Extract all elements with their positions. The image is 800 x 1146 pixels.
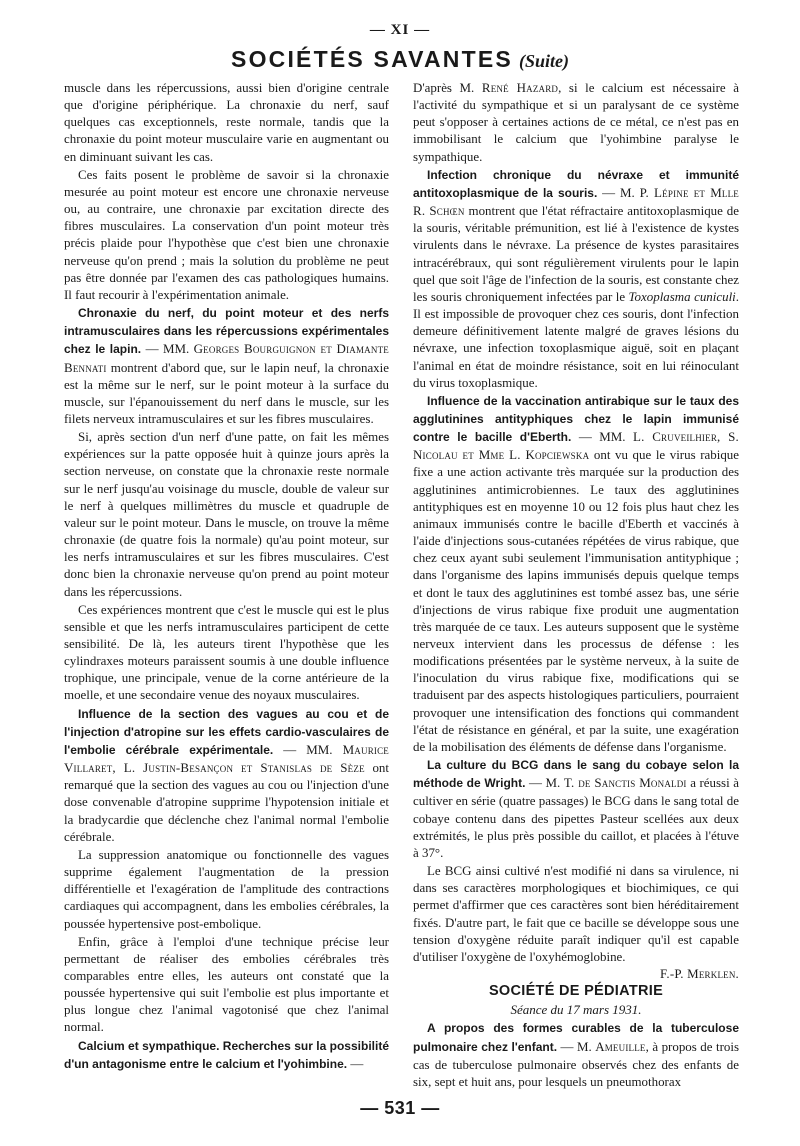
- entry-heading: La culture du BCG dans le sang du cobaye selon la méthode de Wright.: [413, 758, 739, 791]
- entry-heading: Chronaxie du nerf, du point moteur et des nerfs intramusculaires dans les répercussions expérimentales chez le lapin.: [64, 306, 389, 357]
- entry-heading: Influence de la section des vagues au cou et de l'injection d'atropine sur les effets cardio-vasculaires de l'embolie cérébrale expérimentale.: [64, 706, 389, 757]
- left-paragraph-5: Ces expériences montrent que c'est le muscle qui est le plus sensible et que les nerfs intramusculaires participent de cette sensibilité. De là, les auteurs tirent l'hypothèse que les cylindraxes moteurs paraissent soumis à une double influence trophique, une principale, venue de la corne antérieure de la moelle, et une secondaire venue des noyaux musculaires.: [64, 601, 389, 703]
- entry-text-continued: . Il est impossible de provoquer chez ces souris, dont l'infection demeure définitivement latente malgré de graves lésions du névraxe, une infection toxoplasmique aiguë, soit en plaçant l'animal en état de moindre résistance, soit en lui réinoculant du virus toxoplasmique.: [413, 288, 739, 390]
- entry-dash: — M.: [597, 184, 640, 200]
- left-paragraph-1: muscle dans les répercussions, aussi bien d'origine centrale que d'origine périphérique. La chronaxie du nerf, sauf quelques cas exceptionnels, reste normale, tandis que la chronaxie du point moteur musculaire varie en augmentant ou en diminuant suivant les cas.: [64, 80, 389, 164]
- left-entry-chronaxie: [64, 304, 389, 427]
- page-number: — 531 —: [360, 1098, 440, 1118]
- right-entry-vaccination: [413, 392, 739, 755]
- entry-text: a réussi à cultiver en série (quatre passages) le BCG dans le sang total de cobaye contenu dans des pipettes Pasteur scellées aux deux extrémités, le plus près possible du caillot, et placées à l'étuve à 37°.: [413, 775, 739, 860]
- left-paragraph-2: Ces faits posent le problème de savoir si la chronaxie mesurée au point moteur est encore une chronaxie nerveuse ou, au contraire, une chronaxie par excitation directe des fibres musculaires. La conservation d'un point moteur très précis plaide pour l'hypothèse que c'est bien une chronaxie nerveuse qu'on prend ; mais la solution du problème ne peut pas être donnée par l'examen des cas pathologiques humains. Il faut recourir à l'expérimentation animale.: [64, 166, 389, 302]
- entry-authors: P. Lépine et Mlle R. Schœn: [413, 184, 739, 219]
- entry-heading: Calcium et sympathique. Recherches sur la possibilité d'un antagonisme entre le calcium et l'yohimbine.: [64, 1038, 389, 1071]
- right-entry-tuberculose: [413, 1019, 739, 1090]
- entry-dash: — MM.: [141, 341, 194, 357]
- entry-text: montrent d'abord que, sur le lapin neuf, la chronaxie est la même sur le nerf, sur le point moteur à la surface du muscle, sur l'épanouissement du nerf dans le muscle, sur les filets nerveux intramusculaires et sur les fibres musculaires.: [64, 359, 389, 426]
- entry-text: montrent que l'état réfractaire antitoxoplasmique de la souris, véritable prémunition, est lié à l'existence de kystes virulents dans le névraxe. La présence de kystes parasitaires intracérébraux, qui sont régulièrement virulents pour le lapin quel que soit l'âge de l'infection de la souris, est constante chez les souris chroniquement infectées par le: [413, 203, 739, 304]
- left-paragraph-4: Si, après section d'un nerf d'une patte, on fait les mêmes expériences sur la patte opposée huit à quinze jours après la section nerveuse, on constate que la chronaxie reste normale sur le nerf jusqu'au voisinage du muscle, double de valeur sur le nerf à quelques millimètres du muscle et quadruple de valeur sur le point moteur. Dans le muscle, on trouve la même chronaxie (de quatre fois la normale) qu'au point moteur, sur les nerfs intramusculaires et sur les fibres musculaires. C'est donc bien la chronaxie nerveuse qu'on prend au point moteur dans les répercussions.: [64, 429, 389, 599]
- right-entry-bcg: [413, 756, 739, 861]
- entry-dash: — M.: [525, 775, 564, 791]
- left-paragraph-7: La suppression anatomique ou fonctionnelle des vagues supprime également l'augmentation de la pression différentielle et l'exagération de l'amplitude des contractions cardiaques qui accompagnent, dans les embolies cérébrales, la poussée hypertensive post-embolique.: [64, 846, 389, 931]
- entry-text: , à propos de trois cas de tuberculose pulmonaire observés chez des enfants de six, sept et huit ans, pour lesquels un pneumothorax: [413, 1038, 739, 1089]
- folio: — XI —: [369, 22, 431, 38]
- signature: F.-P. Merklen.: [660, 965, 739, 981]
- entry-dash: — MM.: [273, 741, 343, 757]
- species-name: Toxoplasma cuniculi: [628, 288, 736, 304]
- left-paragraph-8: Enfin, grâce à l'emploi d'une technique précise leur permettant de réaliser des embolies cérébrales très comparables entre elles, les auteurs ont constaté que la poussée hypertensive qui suit l'embolie est plus importante et plus longue chez l'animal vagotonisé que chez l'animal normal.: [64, 933, 389, 1035]
- entry-authors: Georges Bourguignon et Diamante Bennati: [64, 341, 389, 375]
- entry-authors: Ameuille: [595, 1038, 646, 1054]
- right-column: [413, 79, 739, 1090]
- entry-dash: —: [347, 1055, 364, 1071]
- running-head-suite: (Suite): [518, 51, 569, 71]
- entry-dash: — MM.: [571, 429, 633, 445]
- entry-dash: — M.: [557, 1038, 596, 1054]
- running-head-title: SOCIÉTÉS SAVANTES: [231, 46, 513, 72]
- right-entry-toxoplasma: [413, 166, 739, 391]
- session-date: Séance du 17 mars 1931.: [510, 1002, 642, 1018]
- right-paragraph-5: [413, 862, 739, 982]
- left-entry-calcium: [64, 1037, 389, 1073]
- entry-heading: Influence de la vaccination antirabique sur le taux des agglutinines antityphiques chez le lapin immunisé contre le bacille d'Eberth.: [413, 393, 739, 445]
- entry-authors: Maurice Villaret, L. Justin-Besançon et Stanislas de Sèze: [64, 741, 389, 776]
- paragraph-text: Le BCG ainsi cultivé n'est modifié ni dans sa virulence, ni dans ses caractères morphologiques et biochimiques, ce qui permet d'affirmer que ces caractères sont bien héréditairement fixés. D'autre part, le fait que ce bacille se développe sous une tension d'oxygène réduite paraît indiquer qu'il est capable d'utiliser l'oxygène de l'oxyhémoglobine.: [413, 863, 739, 964]
- left-entry-vagues: [64, 705, 389, 845]
- section-title: SOCIÉTÉ DE PÉDIATRIE: [488, 983, 664, 1000]
- entry-text: ont remarqué que la section des vagues au cou ou l'injection d'une dose convenable d'atropine supprime l'hypotension initiale et la bradycardie que déclenche chez l'animal normal l'embolie cérébrale.: [64, 760, 389, 844]
- left-column: [64, 79, 389, 1073]
- entry-pre: D'après M.: [413, 80, 482, 95]
- entry-text: , si le calcium est nécessaire à l'activité du sympathique et si un paralysant de ce système peut s'opposer à certaines actions de ce métal, ce n'est pas en immobilisant le calcium que l'yohimbine paralyse le sympathique.: [413, 80, 739, 164]
- entry-authors: René Hazard: [481, 80, 559, 95]
- entry-text: ont vu que le virus rabique fixe a une action activante très marquée sur la production des agglutinines antimicrobiennes. Le taux des agglutinines antityphiques est en moyenne 10 ou 12 fois plus haut chez les animaux immunisés contre le bacille d'Eberth et vaccinés à l'aide d'injections sous-cutanées répétées de virus rabique, que chez ceux ayant subi seulement l'immunisation antityphique ; dans l'organisme des lapins immunisés depuis quelque temps et dont le taux des agglutinines est tombé assez bas, une série d'injections de virus rabique fixe produit une augmentation très marquée de ce taux. Les auteurs supposent que le système nerveux intervient dans les processus de défense : les modifications présentées par le système nerveux, à la suite de l'inoculation du virus rabique fixe, modifications qui se traduisent par des aspects histologiques particuliers, pourraient provoquer une intensification des fonctions qui commandent l'état de résistance en général, et par la suite, une exagération de la mobilisation des éléments de défense dans l'organisme.: [413, 447, 740, 754]
- running-head: [0, 46, 800, 73]
- entry-authors: T. de Sanctis Monaldi: [563, 775, 687, 791]
- right-paragraph-1: [413, 79, 739, 165]
- entry-heading: Infection chronique du névraxe et immunité antitoxoplasmique de la souris.: [413, 167, 739, 200]
- entry-authors: L. Cruveilhier, S. Nicolau et Mme L. Kopciewska: [413, 429, 739, 463]
- entry-heading: A propos des formes curables de la tuberculose pulmonaire chez l'enfant.: [413, 1021, 739, 1054]
